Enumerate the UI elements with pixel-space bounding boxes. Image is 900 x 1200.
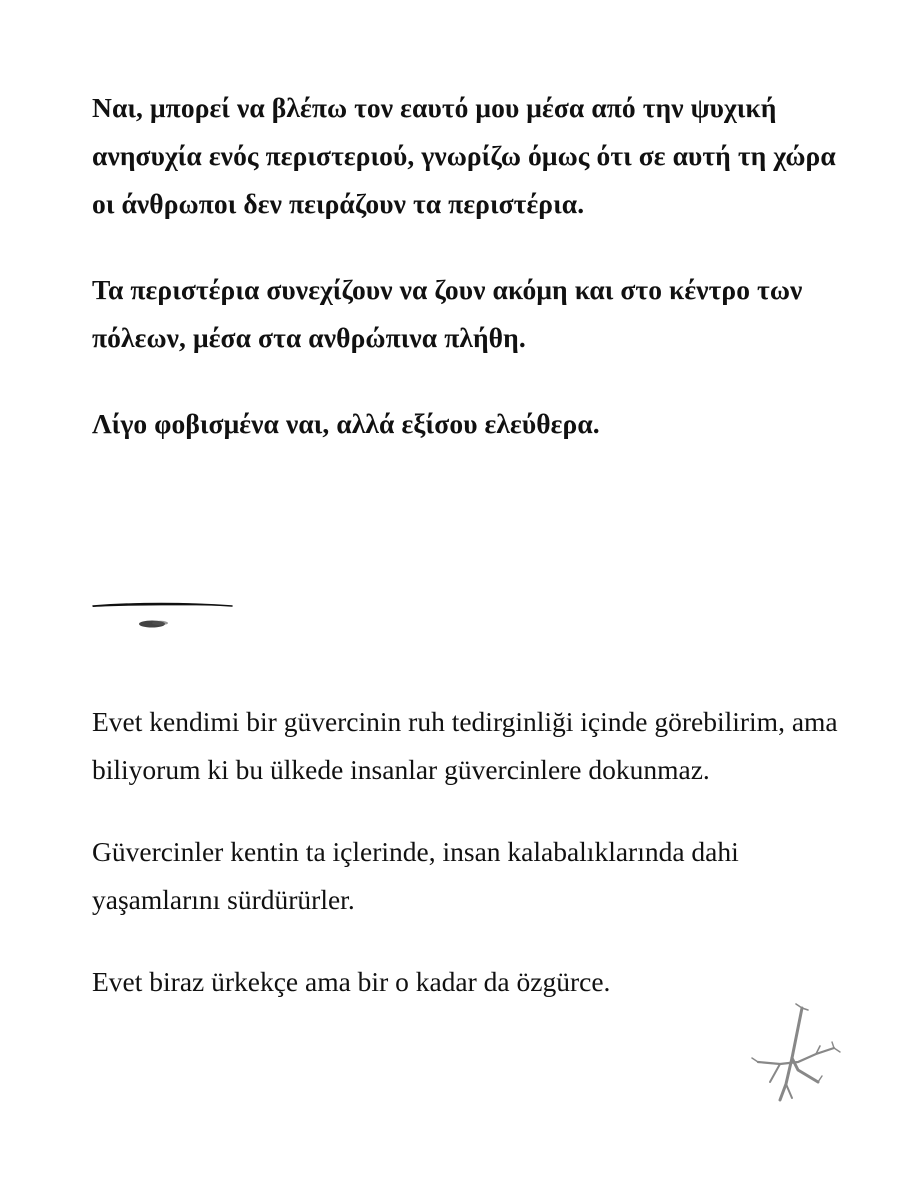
greek-paragraph-1: Ναι, μπορεί να βλέπω τον εαυτό μου μέσα από την ψυχική ανησυχία ενός περιστεριού, γνωρίζω όμως ότι σε αυτή τη χώρα οι άνθρωποι δεν πειράζουν τα περιστέρια. (92, 92, 836, 219)
brush-stroke-divider-icon (90, 590, 240, 630)
turkish-paragraph-2: Güvercinler kentin ta içlerinde, insan kalabalıklarında dahi yaşamlarını sürdürürler. (92, 836, 739, 915)
turkish-text-block (92, 698, 872, 1040)
greek-paragraph-2: Τα περιστέρια συνεχίζουν να ζουν ακόμη και στο κέντρο των πόλεων, μέσα στα ανθρώπινα πλήθη. (92, 274, 803, 353)
turkish-paragraph-3: Evet biraz ürkekçe ama bir o kadar da özgürce. (92, 966, 611, 997)
branch-sketch-icon (750, 1000, 850, 1110)
greek-text-block (92, 84, 852, 486)
turkish-paragraph-1: Evet kendimi bir güvercinin ruh tedirginliği içinde görebilirim, ama biliyorum ki bu ülkede insanlar güvercinlere dokunmaz. (92, 706, 838, 785)
greek-paragraph-3: Λίγο φοβισμένα ναι, αλλά εξίσου ελεύθερα. (92, 408, 600, 439)
